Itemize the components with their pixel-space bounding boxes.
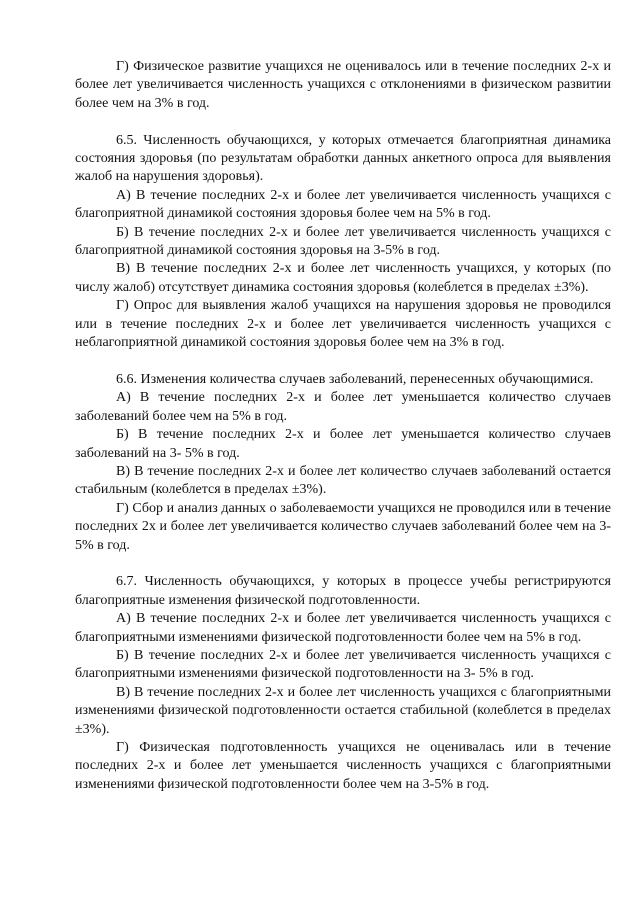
section-6-7-option-a: А) В течение последних 2-х и более лет увеличивается численность учащихся с благоприятными изменениями физической подготовленности более чем на 5% в год.: [75, 611, 611, 645]
section-6-5-title: 6.5. Численность обучающихся, у которых отмечается благоприятная динамика состояния здоровья (по результатам обработки данных анкетного опроса для выявления жалоб на нарушения здоровья).: [75, 132, 611, 185]
section-6-7-option-v: В) В течение последних 2-х и более лет численность учащихся с благоприятными изменениями физической подготовленности остается стабильной (колеблется в пределах ±3%).: [75, 684, 611, 737]
section-6-6-title: 6.6. Изменения количества случаев заболеваний, перенесенных обучающимися.: [116, 371, 594, 387]
section-6-7-option-g: Г) Физическая подготовленность учащихся не оценивалась или в течение последних 2-х и более лет уменьшается численность учащихся с благоприятными изменениями физической подготовленности более чем на 3-5% в год.: [75, 739, 611, 792]
section-6-5-option-g: Г) Опрос для выявления жалоб учащихся на нарушения здоровья не проводился или в течение последних 2-х и более лет увеличивается численность учащихся с неблагоприятной динамикой состояния здоровья более чем на 3% в год.: [75, 298, 611, 351]
section-6-5-option-b: Б) В течение последних 2-х и более лет увеличивается численность учащихся с благоприятной динамикой состояния здоровья на 3-5% в год.: [75, 224, 611, 259]
intro-option-g: Г) Физическое развитие учащихся не оценивалось или в течение последних 2-х и более лет увеличивается численность учащихся с отклонениями в физическом развитии более чем на 3% в год.: [75, 59, 611, 111]
section-spacer: [75, 555, 611, 573]
section-spacer: [75, 113, 611, 131]
section-6-5-option-a: А) В течение последних 2-х и более лет увеличивается численность учащихся с благоприятной динамикой состояния здоровья более чем на 5% в год.: [75, 187, 611, 222]
document-page: [75, 58, 611, 794]
section-6-5-option-v: В) В течение последних 2-х и более лет численность учащихся, у которых (по числу жалоб) отсутствует динамика состояния здоровья (колеблется в пределах ±3%).: [75, 261, 611, 295]
section-6-7-title: 6.7. Численность обучающихся, у которых в процессе учебы регистрируются благоприятные изменения физической подготовленности.: [75, 574, 611, 608]
section-6-6-option-b: Б) В течение последних 2-х и более лет уменьшается количество случаев заболеваний на 3- 5% в год.: [75, 427, 611, 461]
section-6-6-option-v: В) В течение последних 2-х и более лет количество случаев заболеваний остается стабильным (колеблется в пределах ±3%).: [75, 463, 611, 498]
section-6-7-option-b: Б) В течение последних 2-х и более лет увеличивается численность учащихся с благоприятными изменениями физической подготовленности на 3- 5% в год.: [75, 647, 611, 682]
section-spacer: [75, 352, 611, 370]
section-6-6-option-a: А) В течение последних 2-х и более лет уменьшается количество случаев заболеваний более чем на 5% в год.: [75, 390, 611, 424]
section-6-6-option-g: Г) Сбор и анализ данных о заболеваемости учащихся не проводился или в течение последних 2х и более лет увеличивается количество случаев заболеваний более чем на 3-5% в год.: [75, 500, 611, 553]
